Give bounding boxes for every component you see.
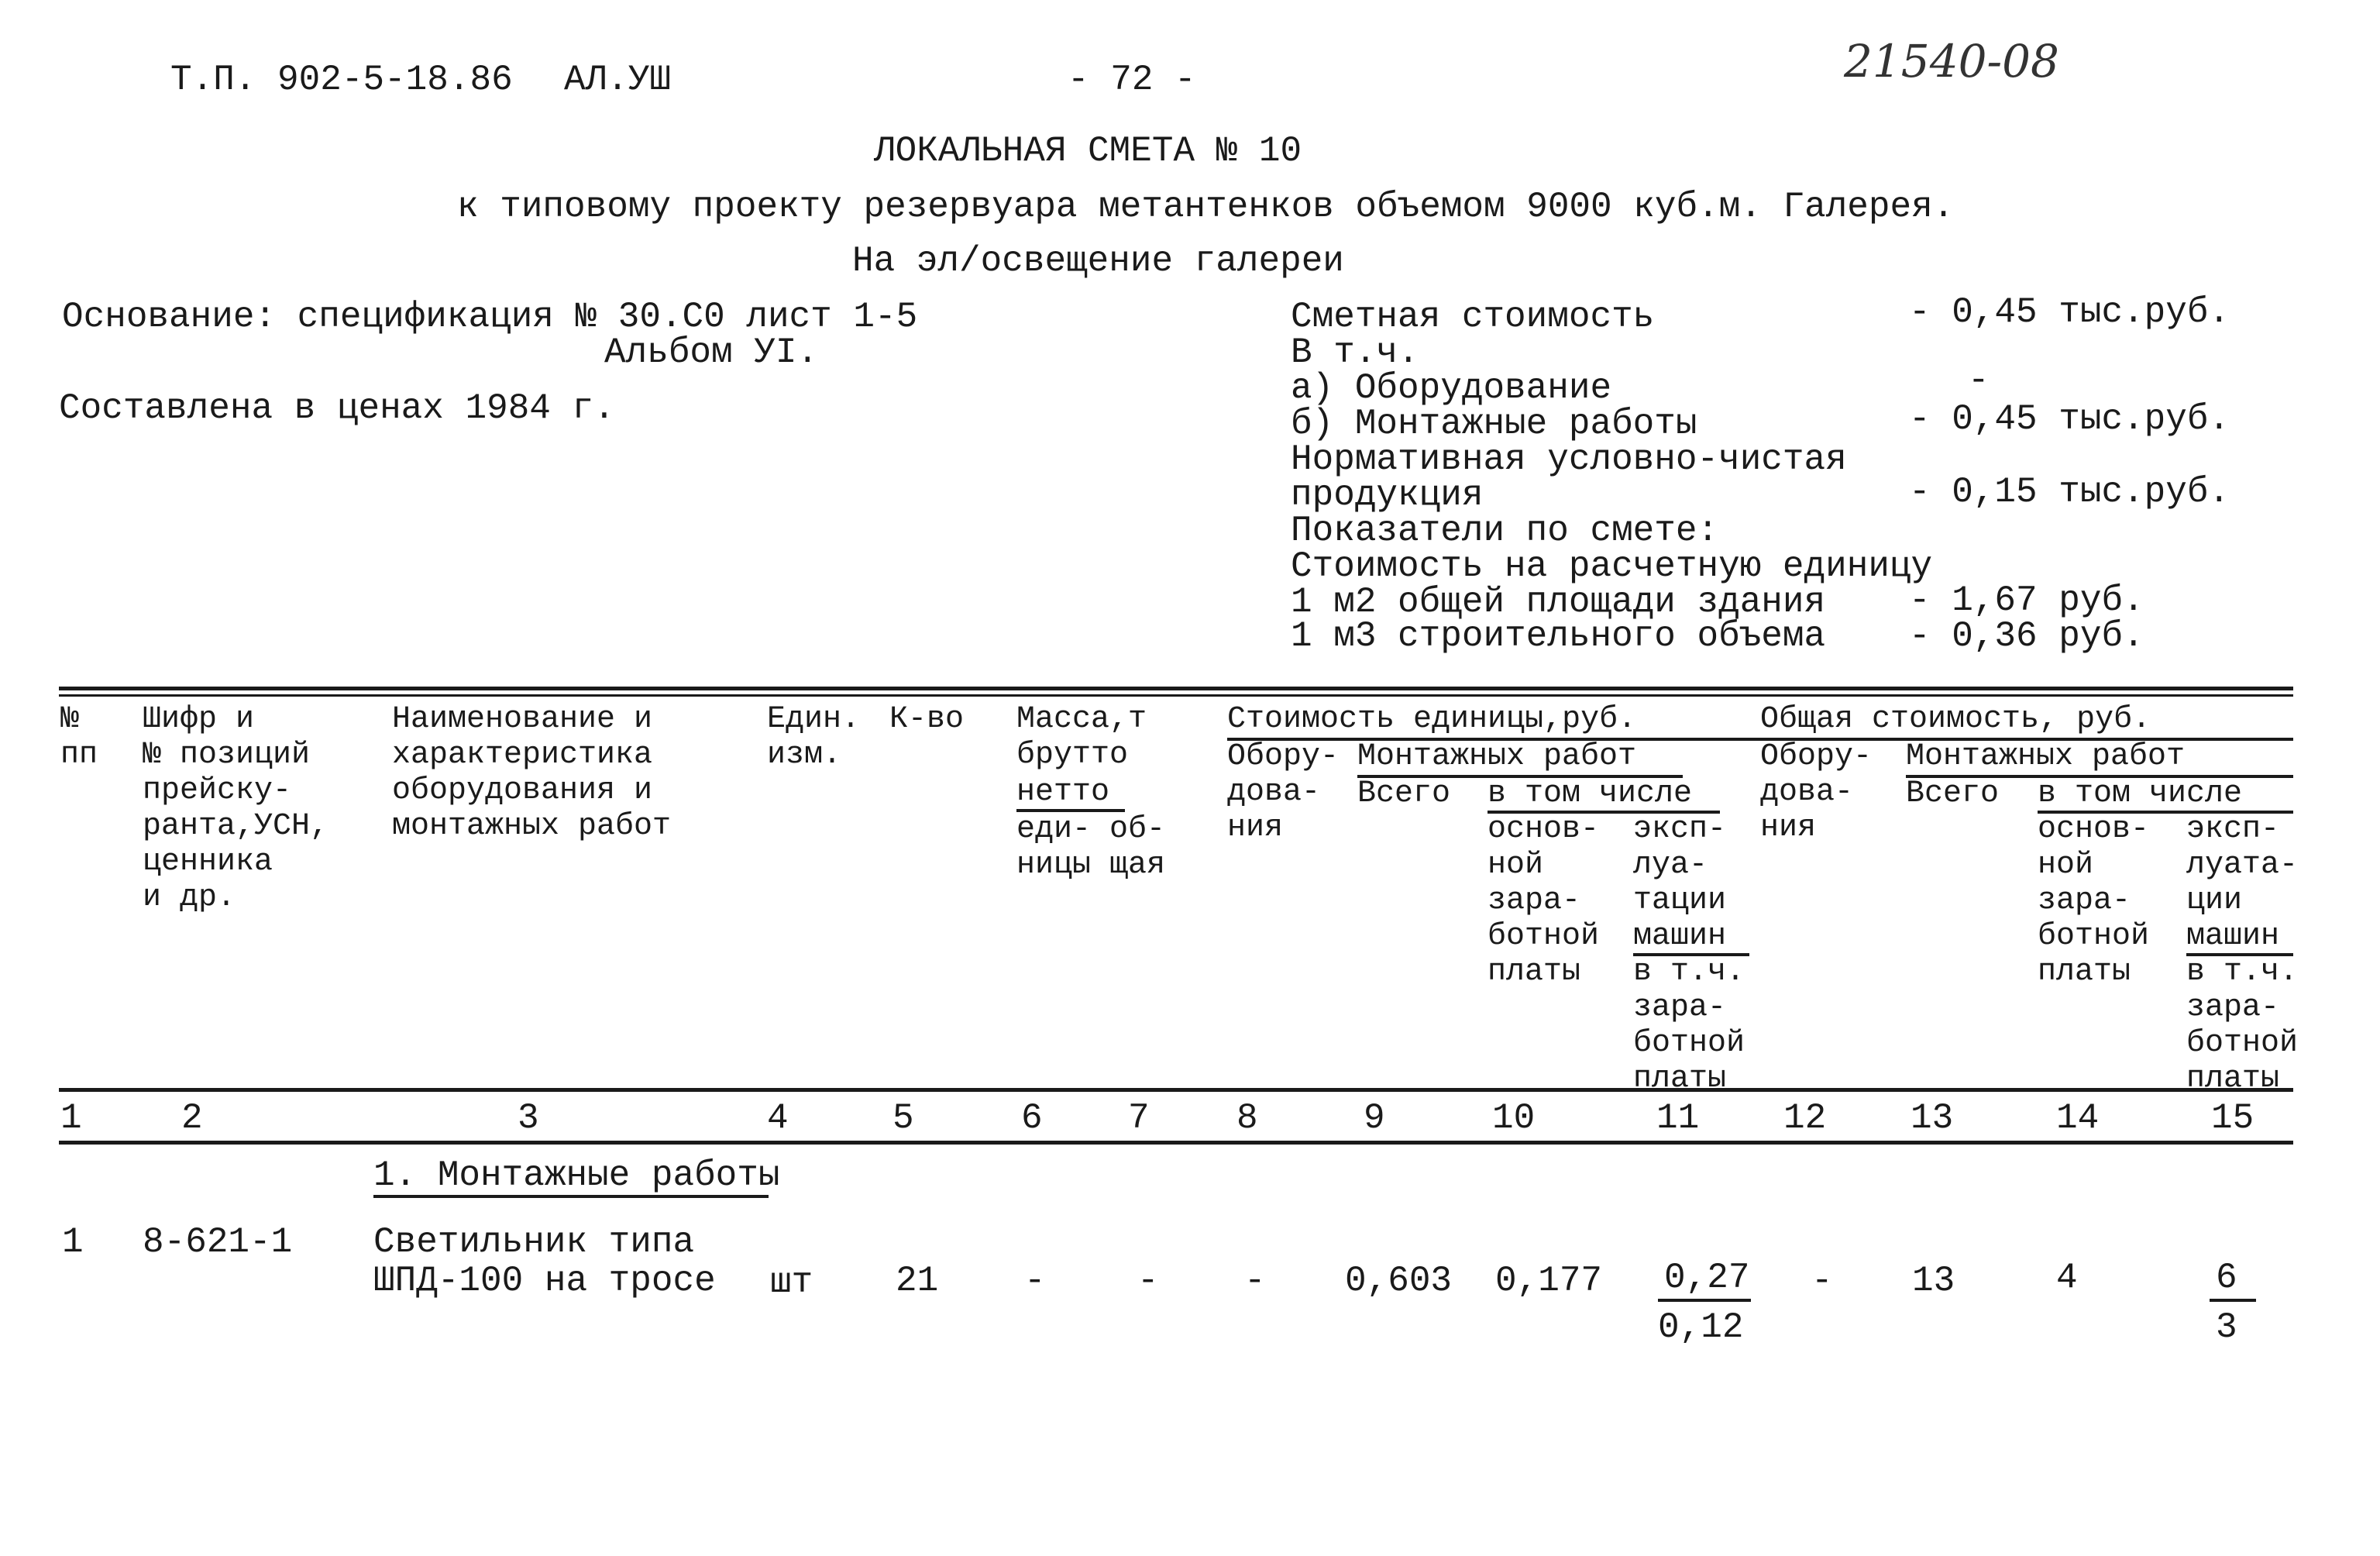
row-name: Светильник типа: [373, 1222, 695, 1262]
header-col-name: Наименование и характеристика оборудования и монтажных работ: [392, 702, 672, 844]
header-total-machines-wage: в т.ч. зара- ботной платы: [2186, 955, 2299, 1096]
header-col-unit: Един. изм.: [767, 702, 861, 773]
header-col-mass: Масса,т брутто: [1016, 702, 1147, 773]
header-unit-machines: эксп- луа- тации машин: [1633, 812, 1727, 954]
header-col-mass-sub: еди- об- ницы щая: [1016, 812, 1166, 883]
row-machines-wage-unit: 0,12: [1658, 1307, 1744, 1348]
summary-value: -: [1968, 360, 1990, 401]
header-total-cost: Общая стоимость, руб.: [1760, 702, 2151, 737]
column-numbers-rule: [59, 1141, 2293, 1145]
summary-label: Стоимость на расчетную единицу: [1291, 546, 1933, 587]
table-top-rule: [59, 687, 2293, 690]
section-title-underline: [373, 1195, 769, 1198]
header-unit-wage: основ- ной зара- ботной платы: [1488, 812, 1600, 990]
column-number: 8: [1236, 1098, 1258, 1138]
column-number: 7: [1128, 1098, 1150, 1138]
row-equip-unit: -: [1244, 1261, 1266, 1301]
row-machines-total-fraction-bar: [2210, 1299, 2256, 1302]
header-bottom-rule: [59, 1088, 2293, 1092]
summary-label: В т.ч.: [1291, 332, 1419, 373]
section-title: 1. Монтажные работы: [373, 1155, 780, 1196]
estimate-subtitle: к типовому проекту резервуара метантенков объемом 9000 куб.м. Галерея.: [457, 187, 1955, 227]
header-col-number: № пп: [60, 702, 98, 773]
row-wage-unit: 0,177: [1495, 1261, 1603, 1301]
header-unit-vsego: Всего: [1357, 776, 1451, 811]
row-install-unit: 0,603: [1345, 1261, 1453, 1301]
header-unit-install: Монтажных работ: [1357, 739, 1637, 774]
header-col-qty: К-во: [889, 702, 965, 737]
header-total-install: Монтажных работ: [1906, 739, 2186, 774]
row-equip-total: -: [1811, 1261, 1833, 1301]
estimate-purpose: На эл/освещение галереи: [852, 241, 1344, 281]
summary-label: б) Монтажные работы: [1291, 404, 1697, 444]
column-number: 14: [2056, 1098, 2100, 1138]
header-total-incl: в том числе: [2038, 776, 2243, 811]
summary-label: Сметная стоимость: [1291, 297, 1655, 337]
header-unit-cost: Стоимость единицы,руб.: [1227, 702, 1637, 737]
price-basis: Составлена в ценах 1984 г.: [59, 388, 615, 429]
summary-label: Показатели по смете:: [1291, 511, 1719, 551]
summary-label: 1 м3 строительного объема: [1291, 616, 1826, 656]
header-total-wage: основ- ной зара- ботной платы: [2038, 812, 2150, 990]
basis-spec: Основание: спецификация № 30.С0 лист 1-5: [62, 297, 918, 337]
row-qty: 21: [896, 1261, 939, 1301]
row-install-total: 13: [1912, 1261, 1955, 1301]
summary-value: - 1,67 руб.: [1909, 580, 2144, 621]
column-number: 9: [1364, 1098, 1385, 1138]
header-total-vsego: Всего: [1906, 776, 2000, 811]
row-unit: шт: [770, 1262, 813, 1303]
column-number: 4: [767, 1098, 789, 1138]
column-number: 12: [1783, 1098, 1827, 1138]
row-machines-wage-total: 3: [2216, 1307, 2237, 1348]
basis-album: Альбом УI.: [604, 332, 819, 373]
column-number: 13: [1911, 1098, 1954, 1138]
header-unit-machines-wage: в т.ч. зара- ботной платы: [1633, 955, 1745, 1096]
summary-label: Нормативная условно-чистая: [1291, 439, 1847, 480]
header-unit-equip: Обору- дова- ния: [1227, 739, 1340, 845]
row-wage-total: 4: [2056, 1258, 2078, 1298]
row-machines-total: 6: [2216, 1258, 2237, 1298]
page-number: - 72 -: [1068, 60, 1196, 100]
row-machines-unit-fraction-bar: [1658, 1299, 1751, 1302]
header-col-netto: нетто: [1016, 775, 1110, 810]
handwritten-number: 21540-08: [1844, 35, 2059, 88]
row-mass-total: -: [1137, 1261, 1159, 1301]
table-top-rule-inner: [59, 694, 2293, 697]
summary-label: а) Оборудование: [1291, 368, 1612, 408]
album-code: АЛ.УШ: [564, 60, 672, 100]
header-total-machines: эксп- луата- ции машин: [2186, 812, 2299, 954]
column-number: 1: [60, 1098, 82, 1138]
summary-value: - 0,15 тыс.руб.: [1909, 472, 2230, 512]
row-number: 1: [62, 1222, 84, 1262]
row-code: 8-621-1: [143, 1222, 293, 1262]
column-number: 11: [1656, 1098, 1700, 1138]
row-machines-unit: 0,27: [1664, 1258, 1750, 1298]
summary-label: 1 м2 общей площади здания: [1291, 582, 1826, 622]
summary-value: - 0,45 тыс.руб.: [1909, 399, 2230, 439]
summary-value: - 0,36 руб.: [1909, 616, 2144, 656]
header-unit-incl: в том числе: [1488, 776, 1693, 811]
row-mass-unit: -: [1024, 1261, 1046, 1301]
document-code: Т.П. 902-5-18.86: [170, 60, 513, 100]
column-number: 6: [1021, 1098, 1043, 1138]
column-number: 10: [1492, 1098, 1536, 1138]
header-col-code: Шифр и № позиций прейску- ранта,УСН, ценника и др.: [143, 702, 329, 915]
column-number: 15: [2211, 1098, 2254, 1138]
estimate-title: ЛОКАЛЬНАЯ СМЕТА № 10: [874, 131, 1302, 171]
header-total-equip: Обору- дова- ния: [1760, 739, 1873, 845]
summary-value: - 0,45 тыс.руб.: [1909, 292, 2230, 332]
column-number: 5: [892, 1098, 914, 1138]
column-number: 2: [181, 1098, 203, 1138]
column-number: 3: [518, 1098, 539, 1138]
row-name-line2: ШПД-100 на тросе: [373, 1261, 716, 1301]
summary-label: продукция: [1291, 475, 1484, 515]
